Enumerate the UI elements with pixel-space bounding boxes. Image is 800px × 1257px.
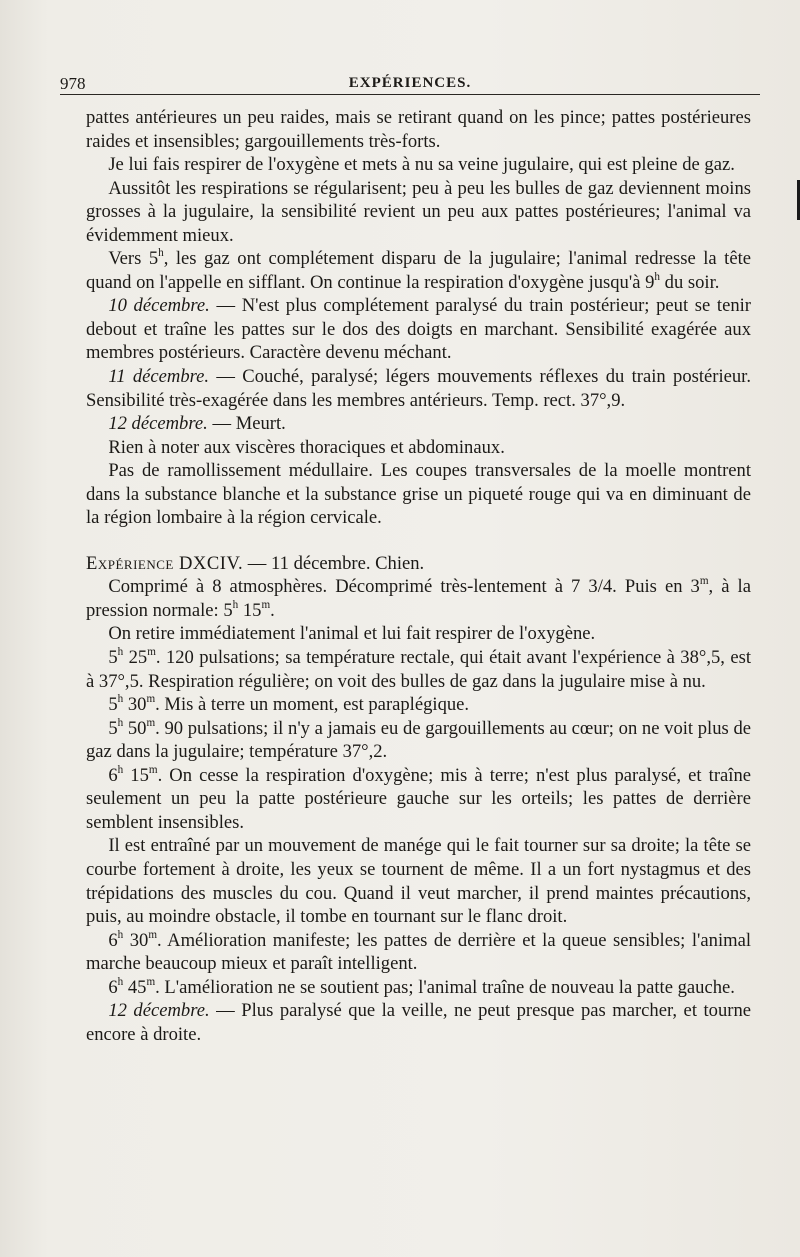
paragraph: 5$^h$ 50$^m$. 90 pulsations; il n'y a jamais eu de gargouillements au cœur; on ne voit plus de gaz dans la jugulaire; température 37°,2.	[86, 716, 751, 763]
paragraph: pattes antérieures un peu raides, mais se retirant quand on les pince; pattes postérieures raides et insensibles; gargouillements très-forts.	[86, 107, 751, 152]
entry-date: 10 décembre.	[108, 295, 210, 317]
paragraph: 6$^h$ 30$^m$. Amélioration manifeste; les pattes de derrière et la queue sensibles; l'animal marche beaucoup mieux et paraît intelligent.	[86, 928, 751, 975]
page-number: 978	[60, 74, 86, 93]
entry-date: 12 décembre.	[108, 1000, 210, 1022]
paragraph: Vers 5$^h$, les gaz ont complétement disparu de la jugulaire; l'animal redresse la tête quand on l'appelle en sifflant. On continue la respiration d'oxygène jusqu'à 9$^h$ du soir.	[86, 247, 751, 293]
paragraph: 12 décembre. — Meurt.	[108, 413, 286, 435]
paragraph: On retire immédiatement l'animal et lui fait respirer de l'oxygène.	[108, 623, 596, 645]
paragraph: Je lui fais respirer de l'oxygène et mets à nu sa veine jugulaire, qui est pleine de gaz.	[108, 154, 735, 176]
body-text	[86, 106, 751, 1046]
experiment-heading: Expérience DXCIV. — 11 décembre. Chien.	[86, 552, 425, 574]
entry-date: 12 décembre.	[108, 413, 208, 435]
paragraph: Pas de ramollissement médullaire. Les coupes transversales de la moelle montrent dans la substance blanche et la substance grise un piqueté rouge qui va en diminuant de la région lombaire à la région cervicale.	[86, 460, 751, 529]
paragraph: Comprimé à 8 atmosphères. Décomprimé très-lentement à 7 3/4. Puis en 3$^m$, à la pression normale: 5$^h$ 15$^m$.	[86, 575, 751, 621]
paragraph: 6$^h$ 45$^m$. L'amélioration ne se soutient pas; l'animal traîne de nouveau la patte gauche.	[108, 975, 735, 998]
paragraph: Il est entraîné par un mouvement de manége qui le fait tourner sur sa droite; la tête se courbe fortement à droite, les yeux se tournent de même. Il a un fort nystagmus et des trépidations des muscles du cou. Quand il veut marcher, il prend maintes précautions, puis, au moindre obstacle, il tombe en tournant sur le flanc droit.	[86, 835, 751, 928]
experiment-label: Expérience DXCIV.	[86, 552, 244, 574]
paragraph: 11 décembre. — Couché, paralysé; légers mouvements réflexes du train postérieur. Sensibilité très-exagérée dans les membres antérieurs. Temp. rect. 37°,9.	[86, 366, 751, 411]
paragraph: 10 décembre. — N'est plus complétement paralysé du train postérieur; peut se tenir debout et traîne les pattes sur le dos des doigts en marchant. Sensibilité exagérée aux membres postérieurs. Caractère devenu méchant.	[86, 295, 751, 364]
running-head: EXPÉRIENCES.	[348, 75, 472, 91]
paragraph: Aussitôt les respirations se régularisent; peu à peu les bulles de gaz deviennent moins grosses à la jugulaire, la sensibilité revient un peu aux pattes postérieures; l'animal va évidemment mieux.	[86, 177, 751, 246]
paragraph: 12 décembre. — Plus paralysé que la veille, ne peut presque pas marcher, et tourne encore à droite.	[86, 1000, 751, 1045]
paragraph: Rien à noter aux viscères thoraciques et abdominaux.	[108, 436, 505, 458]
paragraph: 6$^h$ 15$^m$. On cesse la respiration d'oxygène; mis à terre; n'est plus paralysé, et traîne seulement un peu la patte postérieure gauche sur les orteils; les pattes de derrière semblent insensibles.	[86, 763, 751, 833]
entry-date: 11 décembre.	[108, 366, 210, 388]
paragraph: 5$^h$ 30$^m$. Mis à terre un moment, est paraplégique.	[108, 693, 470, 716]
paragraph: 5$^h$ 25$^m$. 120 pulsations; sa température rectale, qui était avant l'expérience à 38°,5, est à 37°,5. Respiration régulière; on voit des bulles de gaz dans la jugulaire mise à nu.	[86, 646, 751, 692]
page-header	[60, 70, 760, 95]
